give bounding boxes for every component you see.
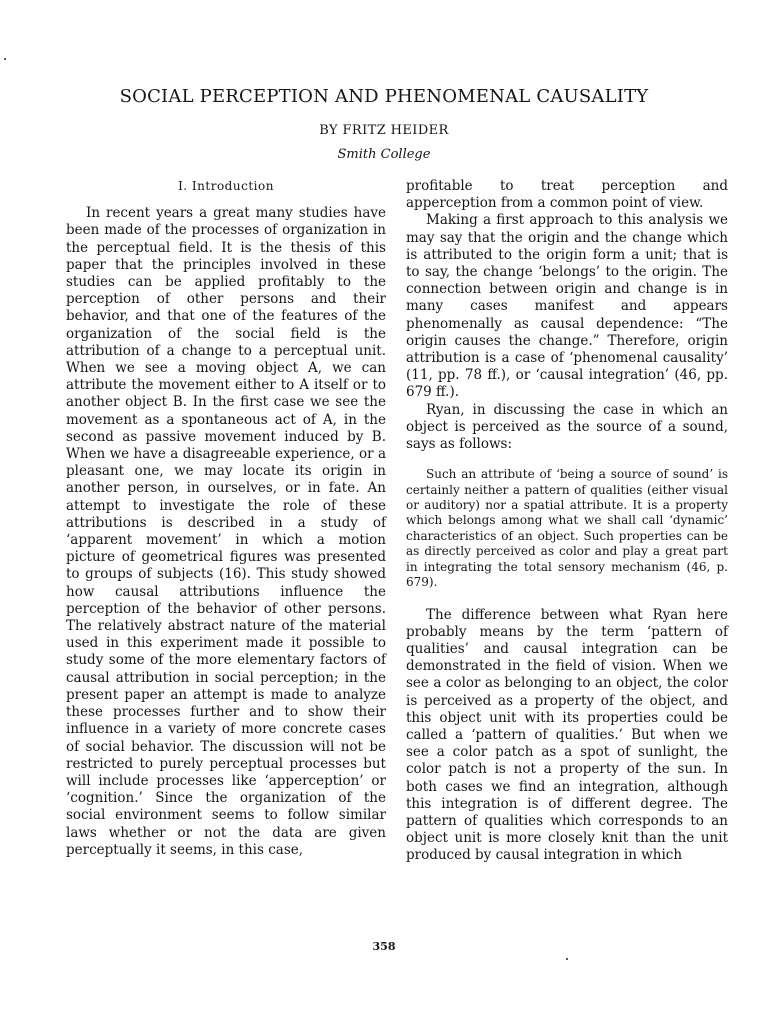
scan-speck (566, 958, 568, 960)
ryan-intro-paragraph: Ryan, in discussing the case in which an object is perceived as the source of a sound, says as follows: (406, 401, 728, 453)
article-title: SOCIAL PERCEPTION AND PHENOMENAL CAUSALITY (119, 86, 649, 107)
section-heading-introduction: I. Introduction (178, 179, 274, 193)
origin-analysis-paragraph: Making a first approach to this analysis we may say that the origin and the change which is attributed to the origin form a unit; that is to say, the change ‘belongs’ to the origin. The connection between origin and change is in many cases manifest and appears phenomenally as causal dependence: “The origin causes the change.” Therefore, origin attribution is a case of ‘phenomenal causality’ (11, pp. 78 ff.), or ‘causal integration’ (46, pp. 679 ff.). (406, 212, 728, 401)
author-line: BY FRITZ HEIDER (319, 123, 449, 138)
author-affiliation: Smith College (337, 147, 431, 162)
continued-paragraph: profitable to treat perception and apperception from a common point of view. (406, 178, 728, 212)
ryan-block-quote: Such an attribute of ‘being a source of sound’ is certainly neither a pattern of qualities (either visual or auditory) nor a spatial attribute. It is a property which belongs among what we shall call ‘dynamic’ characteristics of an object. Such properties can be as directly perceived as color and play a great part in integrating the total sensory mechanism (46, p. 679). (406, 467, 728, 590)
pattern-of-qualities-paragraph: The difference between what Ryan here probably means by the term ‘pattern of qualities’ and causal integration can be demonstrated in the field of vision. When we see a color as belonging to an object, the color is perceived as a property of the object, and this object unit with its properties could be called a ‘pattern of qualities.’ But when we see a color patch as a spot of sunlight, the color patch is not a property of the sun. In both cases we find an integration, although this integration is of different degree. The pattern of qualities which corresponds to an object unit is more closely knit than the unit produced by causal integration in which (406, 606, 728, 864)
scan-speck (4, 58, 6, 60)
introduction-paragraph: In recent years a great many studies have been made of the processes of organization in the perceptual field. It is the thesis of this paper that the principles involved in these studies can be applied profitably to the perception of other persons and their behavior, and that one of the features of the organization of the social field is the attribution of a change to a perceptual unit. When we see a moving object A, we can attribute the movement either to A itself or to another object B. In the first case we see the movement as a spontaneous act of A, in the second as passive movement induced by B. When we have a disagreeable experience, or a pleasant one, we may locate its origin in another person, in ourselves, or in fate. An attempt to investigate the role of these attributions is described in a study of ‘apparent movement’ in which a motion picture of geometrical figures was presented to groups of subjects (16). This study showed how causal attributions influence the perception of the behavior of other persons. The relatively abstract nature of the material used in this experiment made it possible to study some of the more elementary factors of causal attribution in social perception; in the present paper an attempt is made to analyze these processes further and to show their influence in a variety of more concrete cases of social behavior. The discussion will not be restricted to purely perceptual processes but will include processes like ‘apperception’ or ‘cognition.’ Since the organization of the social environment seems to follow similar laws whether or not the data are given perceptually it seems, in this case, (66, 205, 386, 858)
right-column (406, 178, 728, 865)
left-column (66, 178, 386, 859)
page-number: 358 (372, 940, 396, 953)
